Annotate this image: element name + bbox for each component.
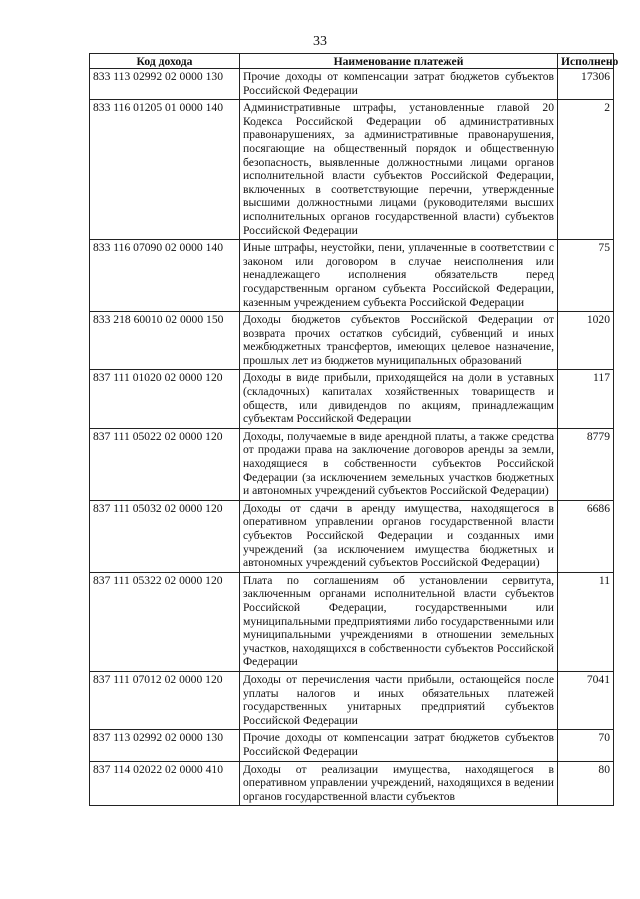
table-row <box>90 428 614 500</box>
table-row <box>90 69 614 100</box>
amount-executed: 117 <box>558 370 614 428</box>
amount-executed: 8779 <box>558 428 614 500</box>
amount-executed: 11 <box>558 572 614 671</box>
page-number: 33 <box>313 34 327 49</box>
payment-name: Доходы, получаемые в виде арендной платы, а также средства от продажи права на заключение договоров аренды за земли, находящиеся в собственности субъектов Российской Федерации (за исключением земельных участков бюджетных и автономных учреждений субъектов Российской Федерации) <box>240 428 558 500</box>
table-row <box>90 572 614 671</box>
amount-executed: 6686 <box>558 500 614 572</box>
income-table <box>89 53 619 806</box>
payment-name: Доходы в виде прибыли, приходящейся на доли в уставных (складочных) капиталах хозяйственных товариществ и обществ, или дивидендов по акциям, принадлежащим субъектам Российской Федерации <box>240 370 558 428</box>
payment-name: Доходы от сдачи в аренду имущества, находящегося в оперативном управлении органов государственной власти субъектов Российской Федерации и созданных ими учреждений (за исключением имущества бюджетных и автономных учреждений субъектов Российской Федерации) <box>240 500 558 572</box>
payment-name: Плата по соглашениям об установлении сервитута, заключенным органами исполнительной власти субъектов Российской Федерации, государственными или муниципальными предприятиями либо государственными или муниципальными учреждениями в отношении земельных участков, находящихся в собственности субъектов Российской Федерации <box>240 572 558 671</box>
table-header-row <box>90 54 614 69</box>
payment-name: Прочие доходы от компенсации затрат бюджетов субъектов Российской Федерации <box>240 730 558 761</box>
amount-executed: 17306 <box>558 69 614 100</box>
table-row <box>90 730 614 761</box>
table-row <box>90 370 614 428</box>
header-code: Код дохода <box>90 54 240 69</box>
income-code: 833 218 60010 02 0000 150 <box>90 312 240 370</box>
amount-executed: 2 <box>558 100 614 240</box>
payment-name: Иные штрафы, неустойки, пени, уплаченные в соответствии с законом или договором в случае неисполнения или ненадлежащего исполнения обязательств перед государственным органом субъекта Российской Федерации, казенным учреждением субъекта Российской Федерации <box>240 240 558 312</box>
amount-executed: 7041 <box>558 671 614 729</box>
table-row <box>90 100 614 240</box>
amount-executed: 80 <box>558 761 614 806</box>
income-code: 833 116 01205 01 0000 140 <box>90 100 240 240</box>
payment-name: Доходы от перечисления части прибыли, остающейся после уплаты налогов и иных обязательных платежей государственных унитарных предприятий субъектов Российской Федерации <box>240 671 558 729</box>
payment-name: Административные штрафы, установленные главой 20 Кодекса Российской Федерации об административных правонарушениях, за административные правонарушения, посягающие на общественный порядок и общественную безопасность, выявленные должностными лицами органов исполнительной власти субъектов Российской Федерации, включенных в соответствующие перечни, утвержденные высшими должностными лицами (руководителями высших исполнительных органов государственной власти) субъектов Российской Федерации <box>240 100 558 240</box>
income-code: 837 114 02022 02 0000 410 <box>90 761 240 806</box>
amount-executed: 70 <box>558 730 614 761</box>
payment-name: Прочие доходы от компенсации затрат бюджетов субъектов Российской Федерации <box>240 69 558 100</box>
header-amount: Исполнено <box>558 54 614 69</box>
table-row <box>90 500 614 572</box>
table-row <box>90 312 614 370</box>
income-code: 837 111 05322 02 0000 120 <box>90 572 240 671</box>
income-code: 837 111 07012 02 0000 120 <box>90 671 240 729</box>
amount-executed: 75 <box>558 240 614 312</box>
payment-name: Доходы от реализации имущества, находящегося в оперативном управлении учреждений, находящихся в ведении органов государственной власти субъектов <box>240 761 558 806</box>
amount-executed: 1020 <box>558 312 614 370</box>
income-code: 833 116 07090 02 0000 140 <box>90 240 240 312</box>
income-code: 837 111 05032 02 0000 120 <box>90 500 240 572</box>
income-code: 837 111 05022 02 0000 120 <box>90 428 240 500</box>
income-code: 837 113 02992 02 0000 130 <box>90 730 240 761</box>
header-name: Наименование платежей <box>240 54 558 69</box>
income-code: 837 111 01020 02 0000 120 <box>90 370 240 428</box>
table-row <box>90 761 614 806</box>
payment-name: Доходы бюджетов субъектов Российской Федерации от возврата прочих остатков субсидий, субвенций и иных межбюджетных трансфертов, имеющих целевое назначение, прошлых лет из бюджетов муниципальных образований <box>240 312 558 370</box>
table-row <box>90 671 614 729</box>
table-row <box>90 240 614 312</box>
income-code: 833 113 02992 02 0000 130 <box>90 69 240 100</box>
